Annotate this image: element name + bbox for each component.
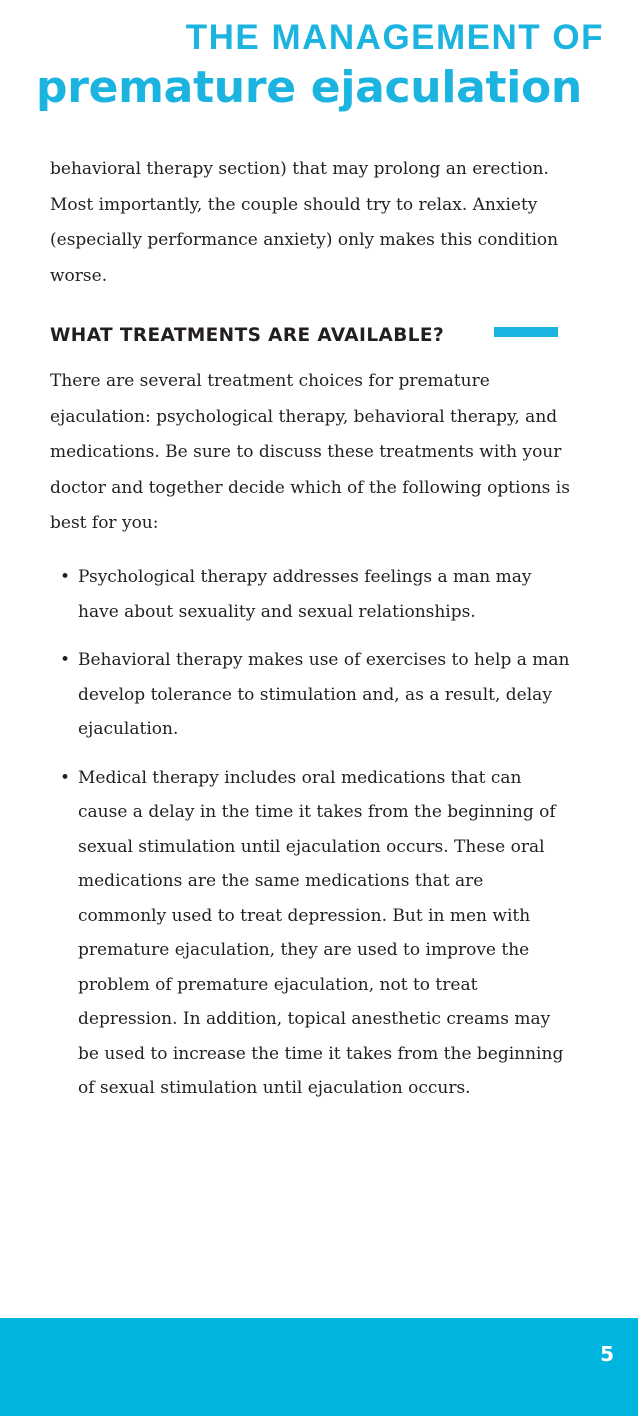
list-item: [50, 560, 570, 629]
list-item-text: Behavioral therapy makes use of exercises to help a man develop tolerance to stimulation and, as a result, delay ejaculation.: [78, 650, 570, 739]
list-item: [50, 643, 570, 747]
bullet-icon: •: [60, 650, 71, 670]
heading-accent-bar: [494, 327, 558, 337]
document-title-line2: premature ejaculation: [36, 62, 582, 113]
bullet-icon: •: [60, 767, 71, 788]
bullet-icon: •: [60, 567, 71, 587]
treatment-list: [50, 560, 570, 1120]
document-title-line1: THE MANAGEMENT OF: [185, 18, 604, 57]
page-number: 5: [600, 1342, 614, 1366]
list-item-text: Psychological therapy addresses feelings a man may have about sexuality and sexual relationships.: [78, 567, 532, 622]
list-item-text: Medical therapy includes oral medications that can cause a delay in the time it takes from the beginning of sexual stimulation until ejaculation occurs. These oral medications are the same medications that are commonly used to treat depression. But in men with premature ejaculation, they are used to improve the problem of premature ejaculation, not to treat depression. In addition, topical anesthetic creams may be used to increase the time it takes from the beginning of sexual stimulation until ejaculation occurs.: [78, 767, 564, 1098]
paragraph-intro: behavioral therapy section) that may prolong an erection. Most importantly, the couple should try to relax. Anxiety (especially performance anxiety) only makes this condition worse.: [50, 159, 559, 286]
section-heading: WHAT TREATMENTS ARE AVAILABLE?: [50, 325, 445, 346]
footer-band: [0, 1318, 638, 1416]
paragraph-treatments: There are several treatment choices for premature ejaculation: psychological therapy, behavioral therapy, and medications. Be sure to discuss these treatments with your doctor and together decide which of the following options is best for you:: [50, 371, 570, 533]
list-item: [50, 761, 570, 1106]
